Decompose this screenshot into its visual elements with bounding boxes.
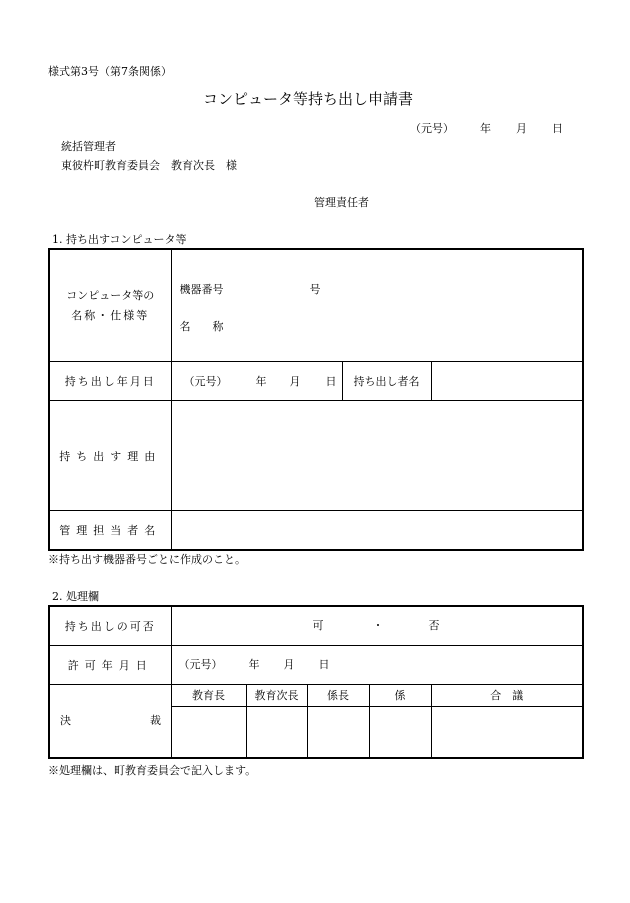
addressee-line1: 統括管理者 bbox=[61, 140, 116, 153]
section1-table bbox=[48, 248, 584, 551]
permit-month-field: 月 bbox=[283, 658, 295, 671]
date-year-field: 年 bbox=[255, 374, 267, 388]
device-row bbox=[49, 249, 583, 362]
date-year: 年 bbox=[480, 122, 491, 135]
section1-note: ※持ち出す機器番号ごとに作成のこと。 bbox=[48, 553, 246, 566]
column-deputy: 教育次長 bbox=[246, 684, 307, 706]
decision-label-cell bbox=[49, 684, 171, 758]
device-number-suffix: 号 bbox=[309, 283, 321, 296]
decision-label-left: 決 bbox=[60, 713, 71, 727]
device-number-label: 機器番号 bbox=[179, 283, 224, 296]
form-number: 様式第3号（第7条関係） bbox=[48, 65, 172, 78]
stamp-staff[interactable] bbox=[369, 706, 431, 758]
person-label: 持ち出し者名 bbox=[342, 362, 431, 401]
date-value-cell[interactable] bbox=[171, 362, 342, 401]
approval-label: 持ち出しの可否 bbox=[49, 606, 171, 645]
approval-row bbox=[49, 606, 583, 645]
manager-row bbox=[49, 511, 583, 550]
deny-option[interactable]: 否 bbox=[428, 619, 440, 633]
section2-heading: 2. 処理欄 bbox=[52, 590, 99, 603]
date-era: （元号） bbox=[410, 122, 454, 135]
date-row bbox=[49, 362, 583, 401]
date-day-field: 日 bbox=[325, 374, 337, 388]
device-name-label: 名 称 bbox=[179, 320, 224, 333]
column-consultation: 合 議 bbox=[431, 684, 583, 706]
approval-value-cell[interactable] bbox=[171, 606, 583, 645]
device-value-cell[interactable] bbox=[171, 249, 583, 362]
stamp-superintendent[interactable] bbox=[171, 706, 246, 758]
addressee-line2: 東彼杵町教育委員会 教育次長 様 bbox=[61, 159, 237, 172]
device-label-line2: 名称・仕様等 bbox=[71, 309, 150, 322]
date-month-field: 月 bbox=[289, 374, 301, 388]
date-day: 日 bbox=[552, 122, 563, 135]
device-label-line1: コンピュータ等の bbox=[66, 289, 155, 302]
person-value-cell[interactable] bbox=[431, 362, 583, 401]
permit-date-value-cell[interactable] bbox=[171, 645, 583, 684]
reason-label: 持ち出す理由 bbox=[49, 401, 171, 511]
column-superintendent: 教育長 bbox=[171, 684, 246, 706]
section2-table bbox=[48, 605, 584, 759]
section2-note: ※処理欄は、町教育委員会で記入します。 bbox=[48, 764, 257, 777]
section1-heading: 1. 持ち出すコンピュータ等 bbox=[52, 233, 187, 246]
separator-dot: ・ bbox=[372, 619, 384, 633]
date-month: 月 bbox=[516, 122, 527, 135]
applicant-label: 管理責任者 bbox=[314, 196, 369, 209]
decision-header-row bbox=[49, 684, 583, 706]
date-era-field: （元号） bbox=[183, 374, 228, 388]
permit-day-field: 日 bbox=[318, 658, 330, 671]
column-staff: 係 bbox=[369, 684, 431, 706]
permit-date-row bbox=[49, 645, 583, 684]
permit-era-field: （元号） bbox=[178, 658, 223, 671]
manager-label: 管理担当者名 bbox=[49, 511, 171, 550]
column-section-chief: 係長 bbox=[307, 684, 369, 706]
permit-year-field: 年 bbox=[248, 658, 260, 671]
reason-value-cell[interactable] bbox=[171, 401, 583, 511]
approve-option[interactable]: 可 bbox=[312, 619, 324, 633]
page-title: コンピュータ等持ち出し申請書 bbox=[203, 90, 414, 108]
device-label-cell bbox=[49, 249, 171, 362]
permit-date-label: 許可年月日 bbox=[49, 645, 171, 684]
stamp-deputy[interactable] bbox=[246, 706, 307, 758]
date-label: 持ち出し年月日 bbox=[49, 362, 171, 401]
stamp-consultation[interactable] bbox=[431, 706, 583, 758]
manager-value-cell[interactable] bbox=[171, 511, 583, 550]
stamp-section-chief[interactable] bbox=[307, 706, 369, 758]
reason-row bbox=[49, 401, 583, 511]
decision-label-right: 裁 bbox=[150, 713, 161, 727]
